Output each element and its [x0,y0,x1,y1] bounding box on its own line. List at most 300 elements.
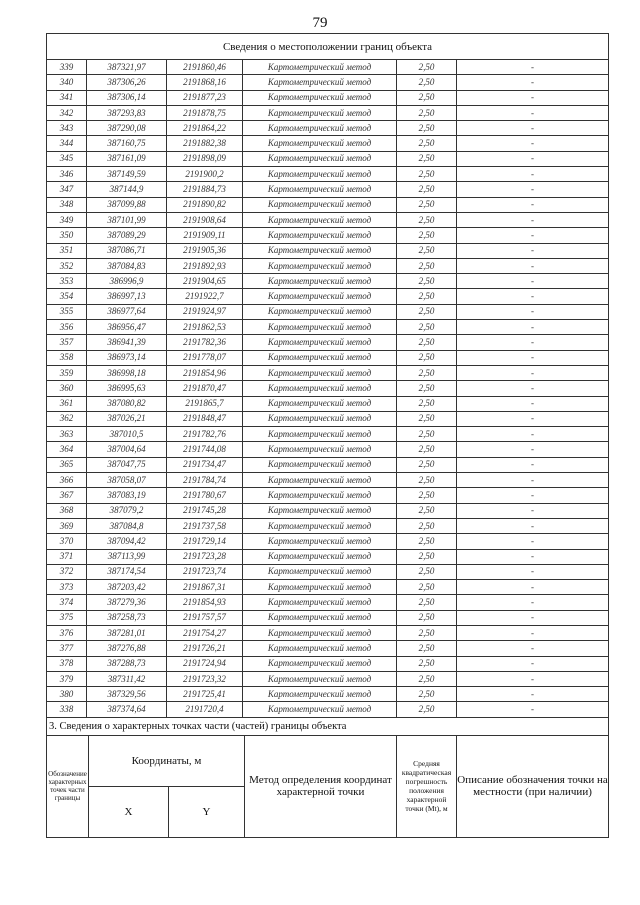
method-cell: Картометрический метод [243,320,397,335]
y-coordinate-cell: 2191780,67 [167,488,243,503]
point-number-cell: 368 [47,503,87,518]
accuracy-cell: 2,50 [397,442,457,457]
accuracy-cell: 2,50 [397,274,457,289]
table-row [47,212,609,227]
x-coordinate-cell: 386973,14 [87,350,167,365]
method-cell: Картометрический метод [243,549,397,564]
table-row [47,457,609,472]
description-cell: - [457,488,609,503]
description-cell: - [457,167,609,182]
x-coordinate-cell: 387161,09 [87,151,167,166]
y-coordinate-cell: 2191723,74 [167,564,243,579]
point-number-cell: 364 [47,442,87,457]
point-number-cell: 347 [47,182,87,197]
method-cell: Картометрический метод [243,304,397,319]
description-cell: - [457,60,609,75]
point-number-cell: 376 [47,625,87,640]
table-row [47,473,609,488]
x-coordinate-cell: 387288,73 [87,656,167,671]
accuracy-cell: 2,50 [397,212,457,227]
point-number-cell: 360 [47,381,87,396]
table-row [47,564,609,579]
x-coordinate-cell: 387149,59 [87,167,167,182]
method-cell: Картометрический метод [243,228,397,243]
section-title: Сведения о местоположении границ объекта [47,34,609,60]
point-number-cell: 371 [47,549,87,564]
table-row [47,105,609,120]
table-row [47,182,609,197]
table-row [47,121,609,136]
description-cell: - [457,320,609,335]
description-cell: - [457,151,609,166]
description-cell: - [457,549,609,564]
accuracy-cell: 2,50 [397,60,457,75]
y-coordinate-cell: 2191884,73 [167,182,243,197]
table-row [47,549,609,564]
accuracy-cell: 2,50 [397,411,457,426]
point-number-cell: 367 [47,488,87,503]
x-coordinate-cell: 386997,13 [87,289,167,304]
x-coordinate-cell: 387160,75 [87,136,167,151]
method-cell: Картометрический метод [243,182,397,197]
table-row [47,136,609,151]
x-coordinate-cell: 387306,14 [87,90,167,105]
point-number-cell: 341 [47,90,87,105]
y-coordinate-cell: 2191778,07 [167,350,243,365]
y-coordinate-cell: 2191908,64 [167,212,243,227]
table-row [47,75,609,90]
method-cell: Картометрический метод [243,656,397,671]
point-number-cell: 363 [47,427,87,442]
point-number-cell: 362 [47,411,87,426]
table-row [47,656,609,671]
table-row [47,396,609,411]
table-row [47,228,609,243]
x-coordinate-cell: 387293,83 [87,105,167,120]
description-cell: - [457,442,609,457]
point-number-cell: 350 [47,228,87,243]
table-row [47,641,609,656]
method-cell: Картометрический метод [243,151,397,166]
x-coordinate-cell: 387047,75 [87,457,167,472]
point-number-cell: 372 [47,564,87,579]
y-coordinate-cell: 2191757,57 [167,610,243,625]
y-coordinate-cell: 2191782,36 [167,335,243,350]
point-number-cell: 352 [47,258,87,273]
y-coordinate-cell: 2191737,58 [167,518,243,533]
y-coordinate-cell: 2191924,97 [167,304,243,319]
table-row [47,335,609,350]
point-number-cell: 380 [47,687,87,702]
y-coordinate-cell: 2191904,65 [167,274,243,289]
x-coordinate-cell: 387079,2 [87,503,167,518]
y-coordinate-cell: 2191745,28 [167,503,243,518]
description-cell: - [457,427,609,442]
accuracy-cell: 2,50 [397,656,457,671]
y-coordinate-cell: 2191744,08 [167,442,243,457]
description-cell: - [457,258,609,273]
y-coordinate-cell: 2191754,27 [167,625,243,640]
description-cell: - [457,381,609,396]
table-row [47,167,609,182]
point-number-cell: 344 [47,136,87,151]
y-coordinate-cell: 2191734,47 [167,457,243,472]
table-row [47,304,609,319]
description-cell: - [457,197,609,212]
point-number-cell: 375 [47,610,87,625]
accuracy-cell: 2,50 [397,90,457,105]
x-coordinate-cell: 387113,99 [87,549,167,564]
description-cell: - [457,641,609,656]
accuracy-cell: 2,50 [397,243,457,258]
table-row [47,320,609,335]
point-number-cell: 356 [47,320,87,335]
description-cell: - [457,411,609,426]
method-cell: Картометрический метод [243,610,397,625]
y-coordinate-cell: 2191860,46 [167,60,243,75]
table-row [47,274,609,289]
method-cell: Картометрический метод [243,442,397,457]
accuracy-cell: 2,50 [397,687,457,702]
description-cell: - [457,289,609,304]
point-number-cell: 353 [47,274,87,289]
accuracy-cell: 2,50 [397,641,457,656]
accuracy-cell: 2,50 [397,105,457,120]
method-cell: Картометрический метод [243,365,397,380]
y-coordinate-cell: 2191864,22 [167,121,243,136]
accuracy-cell: 2,50 [397,457,457,472]
method-cell: Картометрический метод [243,396,397,411]
x-coordinate-cell: 386998,18 [87,365,167,380]
table-row [47,687,609,702]
table-row [47,350,609,365]
table-row [47,365,609,380]
x-coordinate-cell: 387290,08 [87,121,167,136]
point-number-cell: 339 [47,60,87,75]
x-coordinate-cell: 387099,88 [87,197,167,212]
y-coordinate-cell: 2191723,28 [167,549,243,564]
description-cell: - [457,595,609,610]
description-cell: - [457,396,609,411]
description-cell: - [457,304,609,319]
point-number-cell: 370 [47,534,87,549]
description-cell: - [457,610,609,625]
method-cell: Картометрический метод [243,625,397,640]
header-x: X [89,786,169,837]
table-row [47,518,609,533]
y-coordinate-cell: 2191898,09 [167,151,243,166]
header-method: Метод определения координат характерной точки [245,735,397,837]
accuracy-cell: 2,50 [397,151,457,166]
y-coordinate-cell: 2191867,31 [167,580,243,595]
x-coordinate-cell: 387084,8 [87,518,167,533]
method-cell: Картометрический метод [243,411,397,426]
accuracy-cell: 2,50 [397,702,457,717]
accuracy-cell: 2,50 [397,75,457,90]
y-coordinate-cell: 2191854,93 [167,595,243,610]
y-coordinate-cell: 2191870,47 [167,381,243,396]
accuracy-cell: 2,50 [397,549,457,564]
section3-table [46,718,609,838]
accuracy-cell: 2,50 [397,503,457,518]
x-coordinate-cell: 387094,42 [87,534,167,549]
table-row [47,151,609,166]
point-number-cell: 354 [47,289,87,304]
description-cell: - [457,75,609,90]
y-coordinate-cell: 2191854,96 [167,365,243,380]
description-cell: - [457,212,609,227]
point-number-cell: 357 [47,335,87,350]
page-number: 79 [312,15,328,31]
x-coordinate-cell: 387058,07 [87,473,167,488]
x-coordinate-cell: 387083,19 [87,488,167,503]
method-cell: Картометрический метод [243,90,397,105]
table-row [47,671,609,686]
accuracy-cell: 2,50 [397,564,457,579]
description-cell: - [457,534,609,549]
method-cell: Картометрический метод [243,503,397,518]
x-coordinate-cell: 386995,63 [87,381,167,396]
method-cell: Картометрический метод [243,274,397,289]
point-number-cell: 346 [47,167,87,182]
method-cell: Картометрический метод [243,167,397,182]
accuracy-cell: 2,50 [397,304,457,319]
point-number-cell: 349 [47,212,87,227]
x-coordinate-cell: 387311,42 [87,671,167,686]
y-coordinate-cell: 2191877,23 [167,90,243,105]
x-coordinate-cell: 387174,54 [87,564,167,579]
header-coordinates: Координаты, м [89,735,245,786]
method-cell: Картометрический метод [243,595,397,610]
method-cell: Картометрический метод [243,671,397,686]
point-number-cell: 338 [47,702,87,717]
point-number-cell: 374 [47,595,87,610]
accuracy-cell: 2,50 [397,595,457,610]
table-row [47,427,609,442]
method-cell: Картометрический метод [243,488,397,503]
point-number-cell: 351 [47,243,87,258]
point-number-cell: 379 [47,671,87,686]
description-cell: - [457,365,609,380]
accuracy-cell: 2,50 [397,228,457,243]
method-cell: Картометрический метод [243,197,397,212]
method-cell: Картометрический метод [243,212,397,227]
y-coordinate-cell: 2191868,16 [167,75,243,90]
point-number-cell: 377 [47,641,87,656]
x-coordinate-cell: 387086,71 [87,243,167,258]
description-cell: - [457,350,609,365]
description-cell: - [457,243,609,258]
x-coordinate-cell: 387281,01 [87,625,167,640]
accuracy-cell: 2,50 [397,671,457,686]
header-y: Y [169,786,245,837]
table-row [47,702,609,717]
y-coordinate-cell: 2191909,11 [167,228,243,243]
table-row [47,625,609,640]
method-cell: Картометрический метод [243,534,397,549]
method-cell: Картометрический метод [243,258,397,273]
accuracy-cell: 2,50 [397,580,457,595]
method-cell: Картометрический метод [243,136,397,151]
description-cell: - [457,136,609,151]
method-cell: Картометрический метод [243,243,397,258]
table-row [47,289,609,304]
table-row [47,610,609,625]
table-row [47,381,609,396]
method-cell: Картометрический метод [243,335,397,350]
accuracy-cell: 2,50 [397,534,457,549]
method-cell: Картометрический метод [243,457,397,472]
y-coordinate-cell: 2191922,7 [167,289,243,304]
accuracy-cell: 2,50 [397,625,457,640]
x-coordinate-cell: 387010,5 [87,427,167,442]
x-coordinate-cell: 387258,73 [87,610,167,625]
x-coordinate-cell: 387089,29 [87,228,167,243]
description-cell: - [457,457,609,472]
method-cell: Картометрический метод [243,60,397,75]
method-cell: Картометрический метод [243,121,397,136]
point-number-cell: 348 [47,197,87,212]
x-coordinate-cell: 386996,9 [87,274,167,289]
point-number-cell: 366 [47,473,87,488]
accuracy-cell: 2,50 [397,258,457,273]
accuracy-cell: 2,50 [397,121,457,136]
table-row [47,580,609,595]
point-number-cell: 365 [47,457,87,472]
header-accuracy: Средняя квадратическая погрешность положения характерной точки (Mt), м [397,735,457,837]
x-coordinate-cell: 387101,99 [87,212,167,227]
method-cell: Картометрический метод [243,473,397,488]
point-number-cell: 340 [47,75,87,90]
method-cell: Картометрический метод [243,381,397,396]
x-coordinate-cell: 386977,64 [87,304,167,319]
y-coordinate-cell: 2191725,41 [167,687,243,702]
x-coordinate-cell: 387306,26 [87,75,167,90]
x-coordinate-cell: 387276,88 [87,641,167,656]
y-coordinate-cell: 2191782,76 [167,427,243,442]
y-coordinate-cell: 2191729,14 [167,534,243,549]
point-number-cell: 342 [47,105,87,120]
accuracy-cell: 2,50 [397,518,457,533]
table-row [47,90,609,105]
accuracy-cell: 2,50 [397,289,457,304]
method-cell: Картометрический метод [243,641,397,656]
x-coordinate-cell: 386941,39 [87,335,167,350]
table-row [47,488,609,503]
accuracy-cell: 2,50 [397,381,457,396]
table-row [47,595,609,610]
y-coordinate-cell: 2191905,36 [167,243,243,258]
table-row [47,60,609,75]
description-cell: - [457,564,609,579]
coordinates-table [46,33,609,718]
section3-title: 3. Сведения о характерных точках части (частей) границы объекта [47,718,609,736]
y-coordinate-cell: 2191784,74 [167,473,243,488]
y-coordinate-cell: 2191723,32 [167,671,243,686]
y-coordinate-cell: 2191892,93 [167,258,243,273]
y-coordinate-cell: 2191720,4 [167,702,243,717]
accuracy-cell: 2,50 [397,320,457,335]
point-number-cell: 343 [47,121,87,136]
point-number-cell: 359 [47,365,87,380]
accuracy-cell: 2,50 [397,167,457,182]
y-coordinate-cell: 2191882,38 [167,136,243,151]
header-description: Описание обозначения точки на местности (при наличии) [457,735,609,837]
method-cell: Картометрический метод [243,75,397,90]
description-cell: - [457,702,609,717]
x-coordinate-cell: 387004,64 [87,442,167,457]
y-coordinate-cell: 2191862,53 [167,320,243,335]
description-cell: - [457,335,609,350]
accuracy-cell: 2,50 [397,182,457,197]
point-number-cell: 345 [47,151,87,166]
y-coordinate-cell: 2191865,7 [167,396,243,411]
accuracy-cell: 2,50 [397,335,457,350]
method-cell: Картометрический метод [243,687,397,702]
description-cell: - [457,580,609,595]
description-cell: - [457,90,609,105]
accuracy-cell: 2,50 [397,136,457,151]
accuracy-cell: 2,50 [397,610,457,625]
x-coordinate-cell: 387329,56 [87,687,167,702]
table-row [47,197,609,212]
table-row [47,411,609,426]
table-row [47,243,609,258]
x-coordinate-cell: 387374,64 [87,702,167,717]
point-number-cell: 369 [47,518,87,533]
y-coordinate-cell: 2191724,94 [167,656,243,671]
description-cell: - [457,625,609,640]
table-row [47,503,609,518]
header-point-designation: Обозначение характерных точек части границы [47,735,89,837]
x-coordinate-cell: 386956,47 [87,320,167,335]
method-cell: Картометрический метод [243,105,397,120]
accuracy-cell: 2,50 [397,197,457,212]
y-coordinate-cell: 2191848,47 [167,411,243,426]
accuracy-cell: 2,50 [397,427,457,442]
description-cell: - [457,274,609,289]
description-cell: - [457,105,609,120]
method-cell: Картометрический метод [243,564,397,579]
description-cell: - [457,228,609,243]
accuracy-cell: 2,50 [397,365,457,380]
method-cell: Картометрический метод [243,702,397,717]
method-cell: Картометрический метод [243,289,397,304]
point-number-cell: 361 [47,396,87,411]
x-coordinate-cell: 387279,36 [87,595,167,610]
table-row [47,258,609,273]
x-coordinate-cell: 387080,82 [87,396,167,411]
y-coordinate-cell: 2191726,21 [167,641,243,656]
point-number-cell: 355 [47,304,87,319]
description-cell: - [457,656,609,671]
method-cell: Картометрический метод [243,518,397,533]
description-cell: - [457,518,609,533]
y-coordinate-cell: 2191900,2 [167,167,243,182]
method-cell: Картометрический метод [243,580,397,595]
table-row [47,442,609,457]
accuracy-cell: 2,50 [397,488,457,503]
accuracy-cell: 2,50 [397,396,457,411]
x-coordinate-cell: 387321,97 [87,60,167,75]
coordinates-sheet [46,33,608,838]
x-coordinate-cell: 387203,42 [87,580,167,595]
point-number-cell: 373 [47,580,87,595]
method-cell: Картометрический метод [243,427,397,442]
description-cell: - [457,503,609,518]
description-cell: - [457,671,609,686]
method-cell: Картометрический метод [243,350,397,365]
